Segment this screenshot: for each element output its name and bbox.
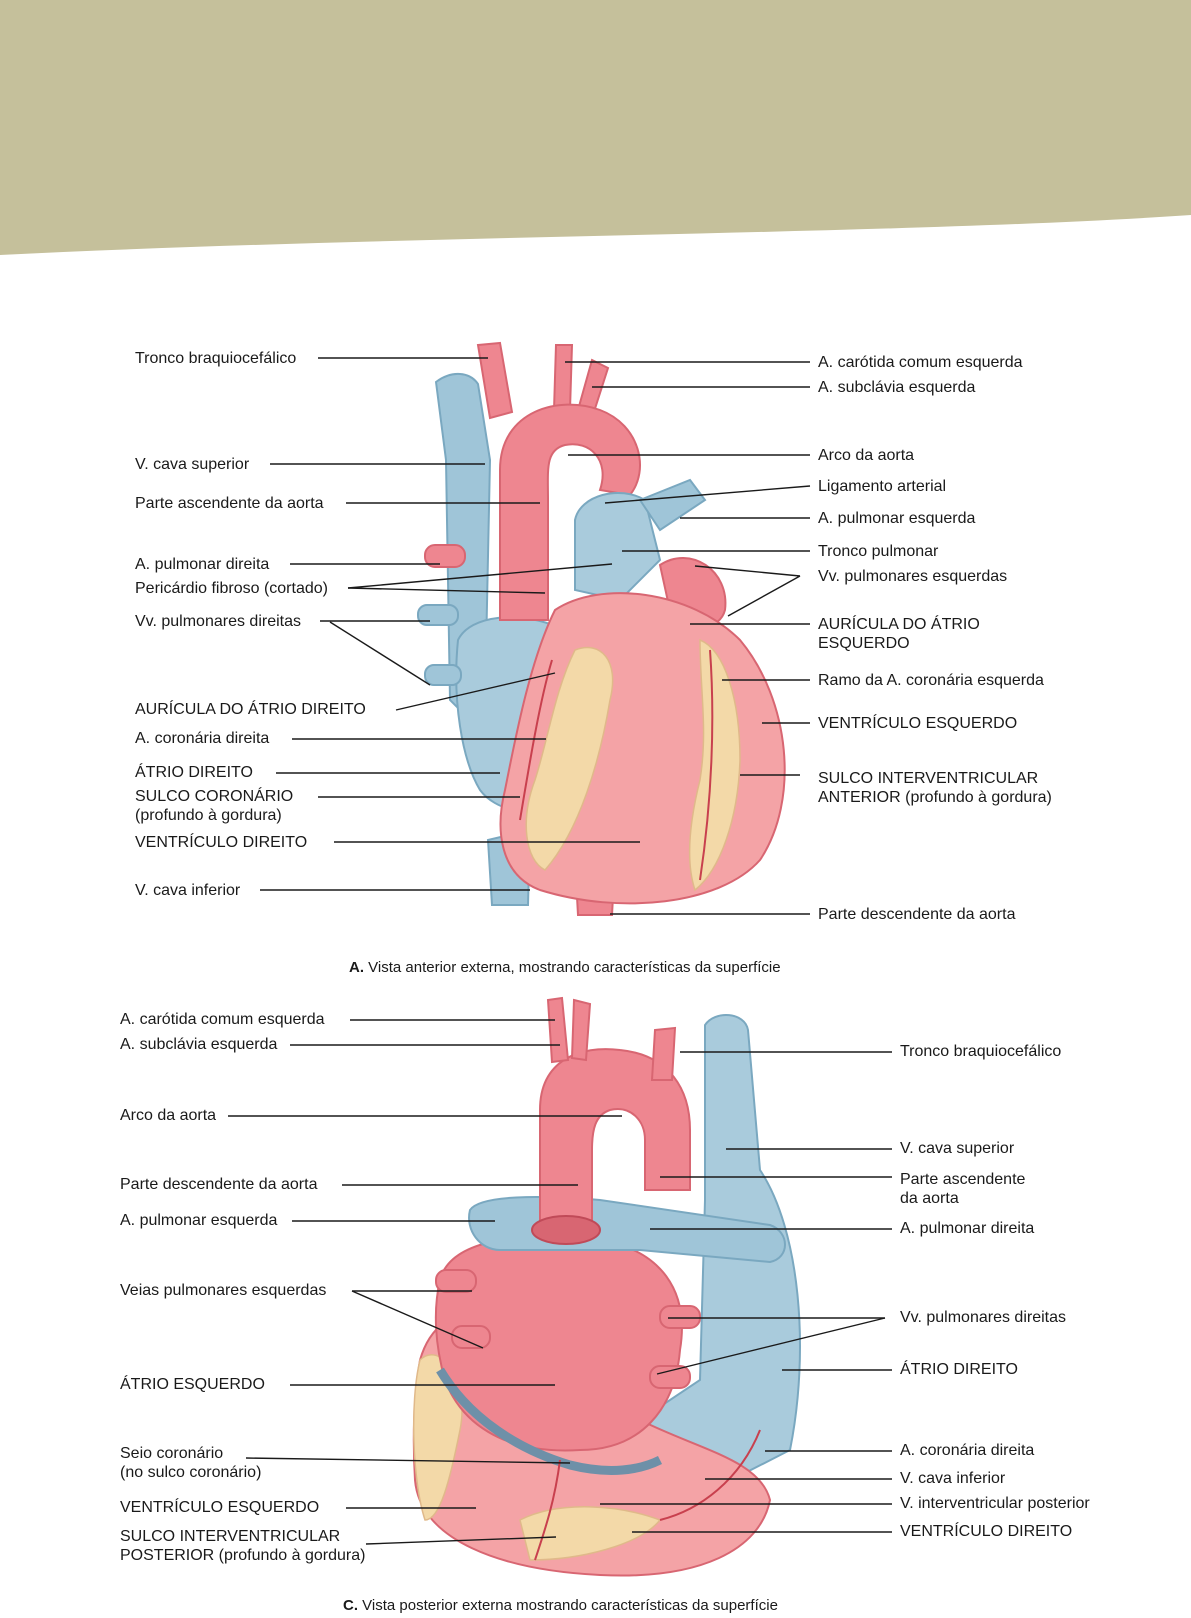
left-common-carotid-c [548,998,568,1062]
label-right-pulmonary-veins-a: Vv. pulmonares direitas [135,613,301,630]
label-left-pulmonary-artery-a: A. pulmonar esquerda [818,510,976,527]
label-left-subclavian-a: A. subclávia esquerda [818,379,976,396]
right-pulmonary-veins-a [418,605,458,625]
label-left-subclavian-c: A. subclávia esquerda [120,1036,278,1053]
label-superior-vena-cava-a: V. cava superior [135,456,250,473]
right-pulmonary-veins-c-2 [650,1366,690,1388]
label-fibrous-pericardium-a: Pericárdio fibroso (cortado) [135,580,328,597]
label-brachiocephalic-trunk-c: Tronco braquiocefálico [900,1043,1062,1060]
figure-a-caption [349,959,781,977]
right-pulmonary-veins-c [660,1306,700,1328]
label-left-common-carotid-c: A. carótida comum esquerda [120,1011,325,1028]
label-left-common-carotid-a: A. carótida comum esquerda [818,354,1023,371]
label-superior-vena-cava-c: V. cava superior [900,1140,1015,1157]
left-common-carotid-a [554,345,572,410]
label-right-ventricle-c: VENTRÍCULO DIREITO [900,1523,1073,1540]
label-brachiocephalic-trunk-a: Tronco braquiocefálico [135,350,297,367]
label-ligamentum-arteriosum-a: Ligamento arterial [818,478,947,495]
figure-c-caption-letter: C. [343,1597,358,1614]
figure-c-caption [343,1597,778,1615]
label-left-pulmonary-veins-c: Veias pulmonares esquerdas [120,1282,327,1299]
label-right-coronary-artery-c: A. coronária direita [900,1442,1035,1459]
label-aortic-arch-a: Arco da aorta [818,447,915,464]
label-inferior-vena-cava-c: V. cava inferior [900,1470,1006,1487]
figure-a-heart-illustration [418,343,785,915]
label-descending-aorta-c: Parte descendente da aorta [120,1176,318,1193]
label-right-auricle-a: AURÍCULA DO ÁTRIO DIREITO [135,701,366,718]
label-ascending-aorta-a: Parte ascendente da aorta [135,495,324,512]
label-right-pulmonary-artery-c: A. pulmonar direita [900,1220,1035,1237]
label-right-coronary-artery-a: A. coronária direita [135,730,270,747]
right-pulmonary-veins-a-2 [425,665,461,685]
label-ascending-aorta-c: Parte ascendente da aorta [900,1171,1026,1207]
label-left-ventricle-a: VENTRÍCULO ESQUERDO [818,715,1018,732]
label-descending-aorta-a: Parte descendente da aorta [818,906,1016,923]
brachiocephalic-trunk-a [478,343,512,418]
figure-c-heart-illustration [414,998,800,1576]
label-coronary-sulcus-a: SULCO CORONÁRIO (profundo à gordura) [135,788,294,824]
label-coronary-sinus-c: Seio coronário (no sulco coronário) [120,1445,262,1481]
label-anterior-interventricular-sulcus-a: SULCO INTERVENTRICULAR ANTERIOR (profundo à gordura) [818,770,1052,806]
label-right-pulmonary-veins-c: Vv. pulmonares direitas [900,1309,1066,1326]
left-pulmonary-veins-c [436,1270,476,1292]
figure-c-caption-text: Vista posterior externa mostrando características da superfície [358,1597,778,1614]
label-right-ventricle-a: VENTRÍCULO DIREITO [135,834,308,851]
label-left-coronary-branch-a: Ramo da A. coronária esquerda [818,672,1044,689]
label-right-atrium-c: ÁTRIO DIREITO [900,1361,1018,1378]
label-left-auricle-a: AURÍCULA DO ÁTRIO ESQUERDO [818,616,980,652]
label-aortic-arch-c: Arco da aorta [120,1107,217,1124]
label-pulmonary-trunk-a: Tronco pulmonar [818,543,939,560]
label-left-ventricle-c: VENTRÍCULO ESQUERDO [120,1499,320,1516]
figure-a-caption-letter: A. [349,959,364,976]
descending-aorta-c [532,1216,600,1244]
brachiocephalic-trunk-c [652,1028,675,1080]
label-left-pulmonary-artery-c: A. pulmonar esquerda [120,1212,278,1229]
label-left-atrium-c: ÁTRIO ESQUERDO [120,1376,265,1393]
label-posterior-interventricular-vein-c: V. interventricular posterior [900,1495,1090,1512]
label-right-pulmonary-artery-a: A. pulmonar direita [135,556,270,573]
label-inferior-vena-cava-a: V. cava inferior [135,882,241,899]
figure-a-caption-text: Vista anterior externa, mostrando características da superfície [364,959,781,976]
label-posterior-interventricular-sulcus-c: SULCO INTERVENTRICULAR POSTERIOR (profundo à gordura) [120,1528,366,1564]
label-left-pulmonary-veins-a: Vv. pulmonares esquerdas [818,568,1008,585]
label-right-atrium-a: ÁTRIO DIREITO [135,764,253,781]
left-subclavian-c [572,1000,590,1060]
